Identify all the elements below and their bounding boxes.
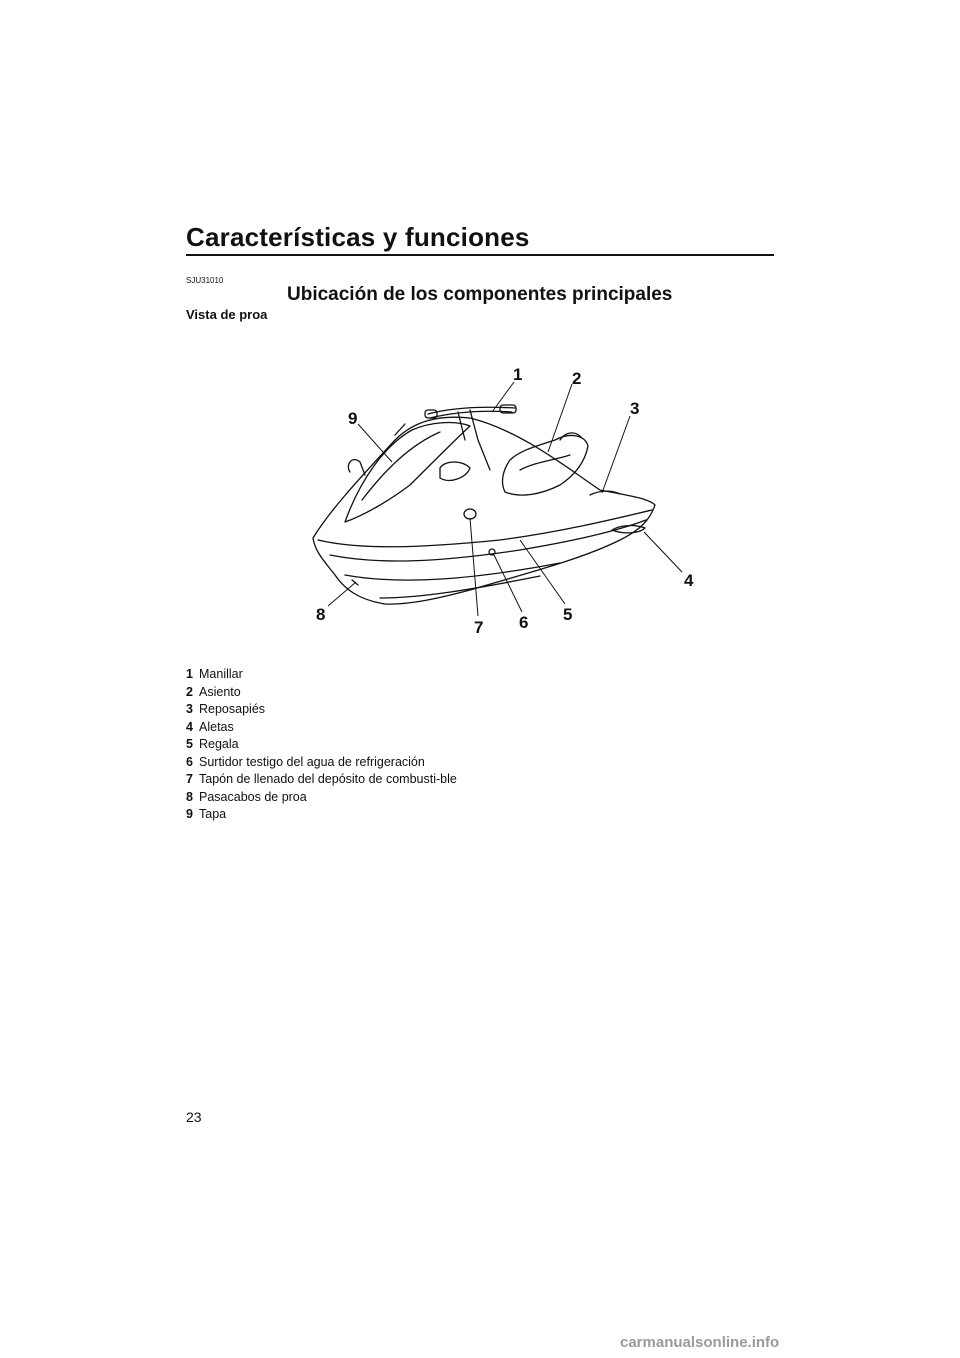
callout-7: 7 <box>474 618 484 637</box>
legend-label: Asiento <box>199 684 241 699</box>
legend-item <box>186 719 486 737</box>
legend-number: 7 <box>186 772 193 786</box>
legend-number: 1 <box>186 667 193 681</box>
legend-label: Tapón de llenado del depósito de combusti-ble <box>199 772 457 786</box>
page-number: 23 <box>186 1109 202 1125</box>
legend-number: 6 <box>186 754 193 769</box>
legend-number: 5 <box>186 737 193 751</box>
legend-item <box>186 771 486 789</box>
legend-item <box>186 789 486 807</box>
component-legend <box>186 666 486 824</box>
legend-number: 9 <box>186 807 193 821</box>
legend-item <box>186 736 486 754</box>
callout-3: 3 <box>630 399 640 418</box>
legend-label: Tapa <box>199 807 227 821</box>
section-title: Ubicación de los componentes principales <box>287 284 673 305</box>
chapter-rule <box>186 254 774 256</box>
legend-label: Pasacabos de proa <box>199 789 307 804</box>
legend-item <box>186 754 486 772</box>
legend-number: 4 <box>186 719 193 734</box>
hull-outline <box>313 417 655 604</box>
callout-8: 8 <box>316 605 326 624</box>
legend-number: 2 <box>186 684 193 699</box>
jet-ski-illustration <box>300 360 700 640</box>
callout-1: 1 <box>513 365 523 384</box>
legend-label: Regala <box>199 737 239 751</box>
callout-2: 2 <box>572 369 582 388</box>
legend-item <box>186 666 486 684</box>
chapter-title: Características y funciones <box>186 222 530 252</box>
callout-5: 5 <box>563 605 573 624</box>
reference-code: SJU31010 <box>186 276 224 285</box>
legend-item <box>186 806 486 824</box>
legend-item <box>186 684 486 702</box>
fuel-cap <box>464 509 476 519</box>
legend-label: Aletas <box>199 719 234 734</box>
subsection-title: Vista de proa <box>186 307 268 322</box>
callout-9: 9 <box>348 409 358 428</box>
callout-4: 4 <box>684 571 694 590</box>
legend-number: 3 <box>186 702 193 716</box>
callout-6: 6 <box>519 613 529 632</box>
legend-item <box>186 701 486 719</box>
legend-label: Reposapiés <box>199 702 266 716</box>
watermark[interactable]: carmanualsonline.info <box>620 1334 780 1351</box>
legend-label: Manillar <box>199 667 243 681</box>
legend-label: Surtidor testigo del agua de refrigeración <box>199 754 425 769</box>
seat <box>503 435 588 495</box>
legend-number: 8 <box>186 789 193 804</box>
